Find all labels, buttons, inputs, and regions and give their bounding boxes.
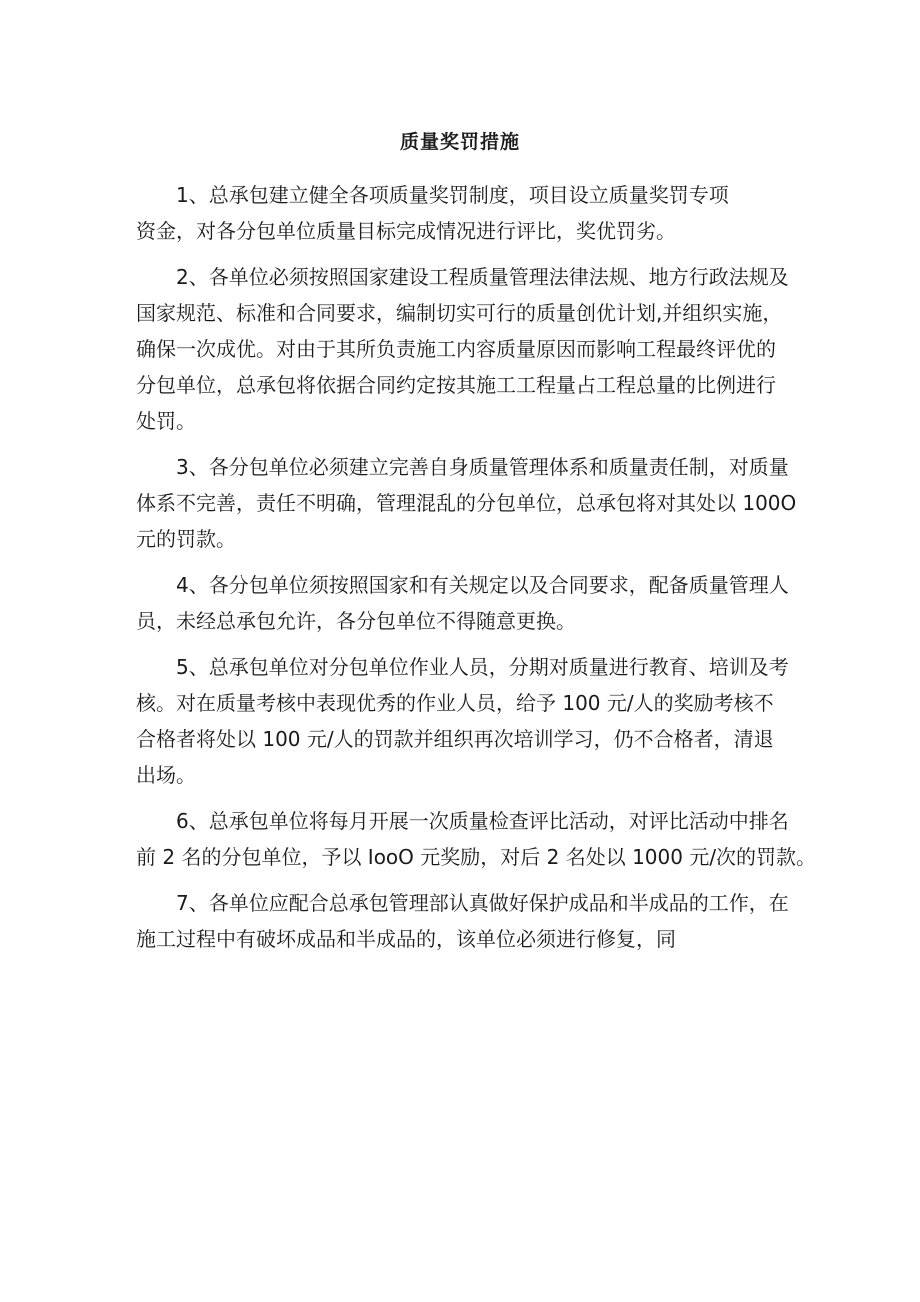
paragraph-line: 员，未经总承包允许，各分包单位不得随意更换。 <box>136 609 576 633</box>
paragraph-line: 国家规范、标准和合同要求，编制切实可行的质量创优计划,并组织实施， <box>136 301 783 325</box>
paragraph-4 <box>136 567 796 639</box>
paragraph-line: 确保一次成优。对由于其所负责施工内容质量原因而影响工程最终评优的 <box>136 337 776 361</box>
paragraph-line: 1、总承包建立健全各项质量奖罚制度，项目设立质量奖罚专项 <box>176 183 729 207</box>
paragraph-line: 7、各单位应配合总承包管理部认真做好保护成品和半成品的工作，在 <box>176 891 789 915</box>
paragraph-line: 3、各分包单位必须建立完善自身质量管理体系和质量责任制，对质量 <box>176 455 789 479</box>
document-body <box>136 177 817 957</box>
document-title: 质量奖罚措施 <box>399 131 520 153</box>
paragraph-6 <box>136 803 817 875</box>
paragraph-1 <box>136 177 796 249</box>
paragraph-line: 分包单位，总承包将依据合同约定按其施工工程量占工程总量的比例进行 <box>136 373 776 397</box>
paragraph-7 <box>136 885 796 957</box>
paragraph-line: 元的罚款。 <box>136 527 236 551</box>
paragraph-line: 施工过程中有破坏成品和半成品的，该单位必须进行修复，同 <box>136 927 676 951</box>
paragraph-line: 资金，对各分包单位质量目标完成情况进行评比，奖优罚劣。 <box>136 219 676 243</box>
paragraph-line: 处罚。 <box>136 409 196 433</box>
paragraph-line: 出场。 <box>136 763 196 787</box>
paragraph-5 <box>136 649 796 793</box>
paragraph-2 <box>136 259 796 439</box>
paragraph-line: 前 2 名的分包单位，予以 IooO 元奖励，对后 2 名处以 1000 元/次的罚款。 <box>136 845 817 869</box>
paragraph-line: 核。对在质量考核中表现优秀的作业人员，给予 100 元/人的奖励考核不 <box>136 691 774 715</box>
paragraph-line: 合格者将处以 100 元/人的罚款并组织再次培训学习，仍不合格者，清退 <box>136 727 774 751</box>
paragraph-line: 2、各单位必须按照国家建设工程质量管理法律法规、地方行政法规及 <box>176 265 789 289</box>
paragraph-3 <box>136 449 796 557</box>
paragraph-line: 5、总承包单位对分包单位作业人员，分期对质量进行教育、培训及考 <box>176 655 789 679</box>
paragraph-line: 6、总承包单位将每月开展一次质量检查评比活动，对评比活动中排名 <box>176 809 789 833</box>
paragraph-line: 体系不完善，责任不明确，管理混乱的分包单位，总承包将对其处以 100O <box>136 491 797 515</box>
paragraph-line: 4、各分包单位须按照国家和有关规定以及合同要求，配备质量管理人 <box>176 573 789 597</box>
